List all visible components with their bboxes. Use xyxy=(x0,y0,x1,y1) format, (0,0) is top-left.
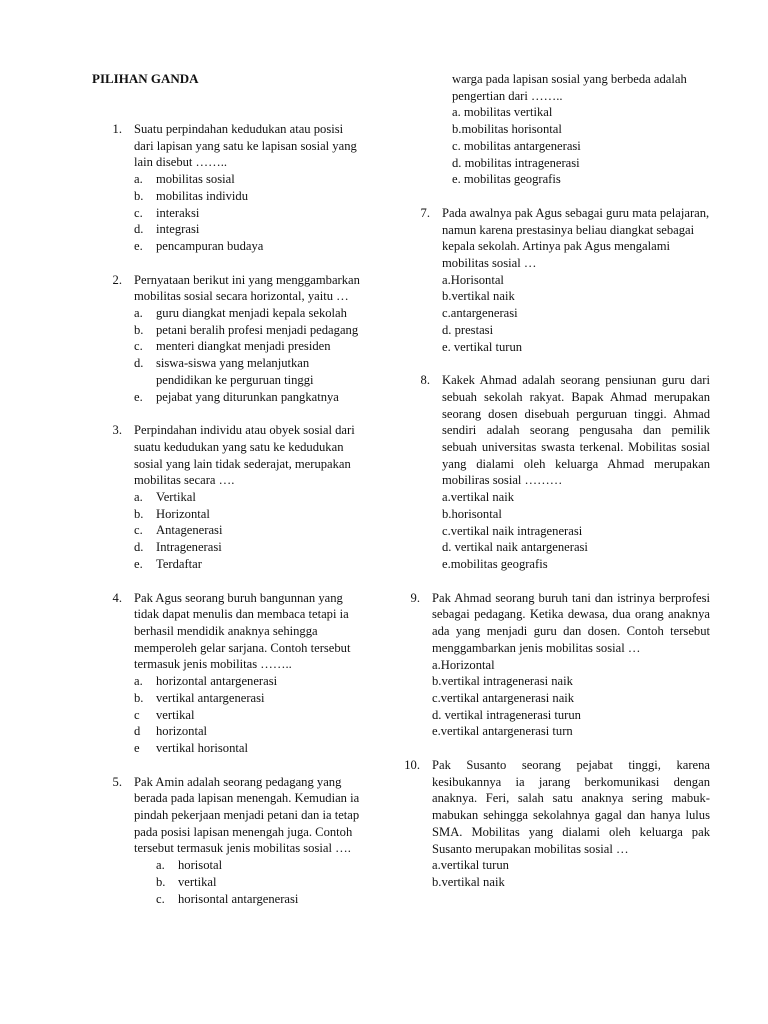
option-e: e vertikal horisontal xyxy=(134,740,248,755)
option-list xyxy=(452,104,710,188)
question-number: 2. xyxy=(112,272,122,287)
option-c: c. menteri diangkat menjadi presiden xyxy=(134,339,331,354)
option-c: c.vertikal antargenerasi naik xyxy=(432,690,575,705)
question-text: Pak Ahmad seorang buruh tani dan istrinya berprofesi sebagai pedagang. Ketika dewasa, dua orang anaknya ada yang menjadi guru dan dosen. Contoh tersebut menggambarkan jenis mobilitas sosial … xyxy=(432,590,710,655)
option-d: d. prestasi xyxy=(442,322,494,337)
option-list xyxy=(134,305,364,405)
option-b: b.mobilitas horisontal xyxy=(452,122,562,137)
question-5 xyxy=(92,774,364,908)
option-b: b.vertikal intragenerasi naik xyxy=(432,674,573,689)
question-number: 9. xyxy=(410,590,420,605)
option-d: d. vertikal naik antargenerasi xyxy=(442,540,588,555)
question-9 xyxy=(390,590,710,740)
option-list xyxy=(156,857,364,907)
question-text: Kakek Ahmad adalah seorang pensiunan guru dari sebuah sekolah rakyat. Bapak Ahmad merupakan seorang dosen disebuah perguruan tinggi. Ahmad sendiri adalah seorang pengusaha dan pemilik sebuah universitas swasta terkenal. Mobilitas sosial yang dialami oleh keluarga Ahmad merupakan mobiliras sosial ……… xyxy=(442,373,710,488)
option-a: a.vertikal naik xyxy=(442,490,515,505)
option-b: b. mobilitas individu xyxy=(134,188,249,203)
option-c: c.vertikal naik intragenerasi xyxy=(442,523,583,538)
option-d: d. siswa-siswa yang melanjutkan pendidikan ke perguruan tinggi xyxy=(134,356,314,387)
option-a: a. horizontal antargenerasi xyxy=(134,674,278,689)
option-a: a.vertikal turun xyxy=(432,858,509,873)
question-text: Pak Amin adalah seorang pedagang yang berada pada lapisan menengah. Kemudian ia pindah pekerjaan menjadi petani dan ia tetap pada posisi lapisan menengah juga. Contoh tersebut termasuk jenis mobilitas sosial …. xyxy=(134,774,360,856)
option-c: c. mobilitas antargenerasi xyxy=(452,138,581,153)
question-8 xyxy=(400,372,710,572)
question-number: 8. xyxy=(420,373,430,388)
option-list xyxy=(134,673,364,757)
right-column xyxy=(400,71,710,908)
option-b: b. vertikal xyxy=(156,874,217,889)
option-b: b.vertikal naik xyxy=(432,874,505,889)
question-number: 5. xyxy=(112,774,122,789)
option-list xyxy=(442,272,710,356)
option-c: c.antargenerasi xyxy=(442,306,518,321)
option-e: e. pejabat yang diturunkan pangkatnya xyxy=(134,389,339,404)
option-e: e.mobilitas geografis xyxy=(442,556,548,571)
question-7 xyxy=(400,205,710,355)
section-heading: PILIHAN GANDA xyxy=(92,71,199,86)
option-d: d. integrasi xyxy=(134,222,200,237)
question-2 xyxy=(92,272,364,406)
option-e: e. mobilitas geografis xyxy=(452,172,561,187)
option-e: e. vertikal turun xyxy=(442,339,523,354)
question-4 xyxy=(92,590,364,757)
question-6-continuation xyxy=(452,71,710,188)
option-e: e.vertikal antargenerasi turn xyxy=(432,724,573,739)
option-list xyxy=(442,489,710,573)
option-b: b. vertikal antargenerasi xyxy=(134,690,265,705)
option-c: c. interaksi xyxy=(134,205,200,220)
option-list xyxy=(432,657,710,741)
question-text: warga pada lapisan sosial yang berbeda adalah pengertian dari …….. xyxy=(452,72,687,103)
question-1 xyxy=(92,121,364,255)
question-number: 7. xyxy=(420,205,430,220)
option-a: a.Horisontal xyxy=(442,272,504,287)
option-b: b.horisontal xyxy=(442,506,502,521)
question-text: Pada awalnya pak Agus sebagai guru mata pelajaran, namun karena prestasinya beliau diangkat sebagai kepala sekolah. Artinya pak Agus mengalami mobilitas sosial … xyxy=(442,205,710,271)
question-10 xyxy=(390,757,710,891)
option-c: c vertikal xyxy=(134,707,195,722)
option-c: c. horisontal antargenerasi xyxy=(156,891,299,906)
option-a: a. horisotal xyxy=(156,858,223,873)
question-text: Pak Susanto seorang pejabat tinggi, karena kesibukannya ia jarang berkomunikasi dengan anaknya. Feri, salah satu anaknya sering mabuk-mabukan sehingga sekolahnya gagal dan hanya lulus SMA. Mobilitas yang dialami oleh keluarga pak Susanto merupakan mobilitas sosial … xyxy=(432,758,710,856)
left-column xyxy=(92,121,364,924)
option-d: d. vertikal intragenerasi turun xyxy=(432,707,581,722)
option-list xyxy=(134,489,364,573)
question-text: Suatu perpindahan kedudukan atau posisi dari lapisan yang satu ke lapisan sosial yang lain disebut …….. xyxy=(134,122,357,170)
option-a: a. Vertikal xyxy=(134,490,196,505)
option-list xyxy=(134,171,364,255)
option-a: a. mobilitas vertikal xyxy=(452,105,553,120)
option-d: d. mobilitas intragenerasi xyxy=(452,155,580,170)
question-number: 3. xyxy=(112,423,122,438)
question-text: Pernyataan berikut ini yang menggambarkan mobilitas sosial secara horizontal, yaitu … xyxy=(134,272,360,304)
option-d: d. Intragenerasi xyxy=(134,540,222,555)
option-a: a. guru diangkat menjadi kepala sekolah xyxy=(134,306,347,321)
option-list xyxy=(432,857,710,890)
option-c: c. Antagenerasi xyxy=(134,523,223,538)
option-b: b. Horizontal xyxy=(134,506,210,521)
option-d: d horizontal xyxy=(134,724,208,739)
option-e: e. pencampuran budaya xyxy=(134,238,264,253)
option-b: b.vertikal naik xyxy=(442,289,515,304)
question-number: 1. xyxy=(112,122,122,136)
option-b: b. petani beralih profesi menjadi pedagang xyxy=(134,322,359,337)
option-e: e. Terdaftar xyxy=(134,556,202,571)
question-text: Perpindahan individu atau obyek sosial dari suatu kedudukan yang satu ke kedudukan sosial yang lain tidak sederajat, merupakan mobilitas secara …. xyxy=(134,423,355,488)
question-text: Pak Agus seorang buruh bangunnan yang tidak dapat menulis dan membaca tetapi ia berhasil mendidik anaknya sehingga memperoleh gelar sarjana. Contoh tersebut termasuk jenis mobilitas …….. xyxy=(134,590,351,672)
question-number: 10. xyxy=(404,758,420,773)
question-3 xyxy=(92,422,364,572)
question-number: 4. xyxy=(112,590,122,605)
option-a: a.Horizontal xyxy=(432,657,495,672)
option-a: a. mobilitas sosial xyxy=(134,172,235,187)
